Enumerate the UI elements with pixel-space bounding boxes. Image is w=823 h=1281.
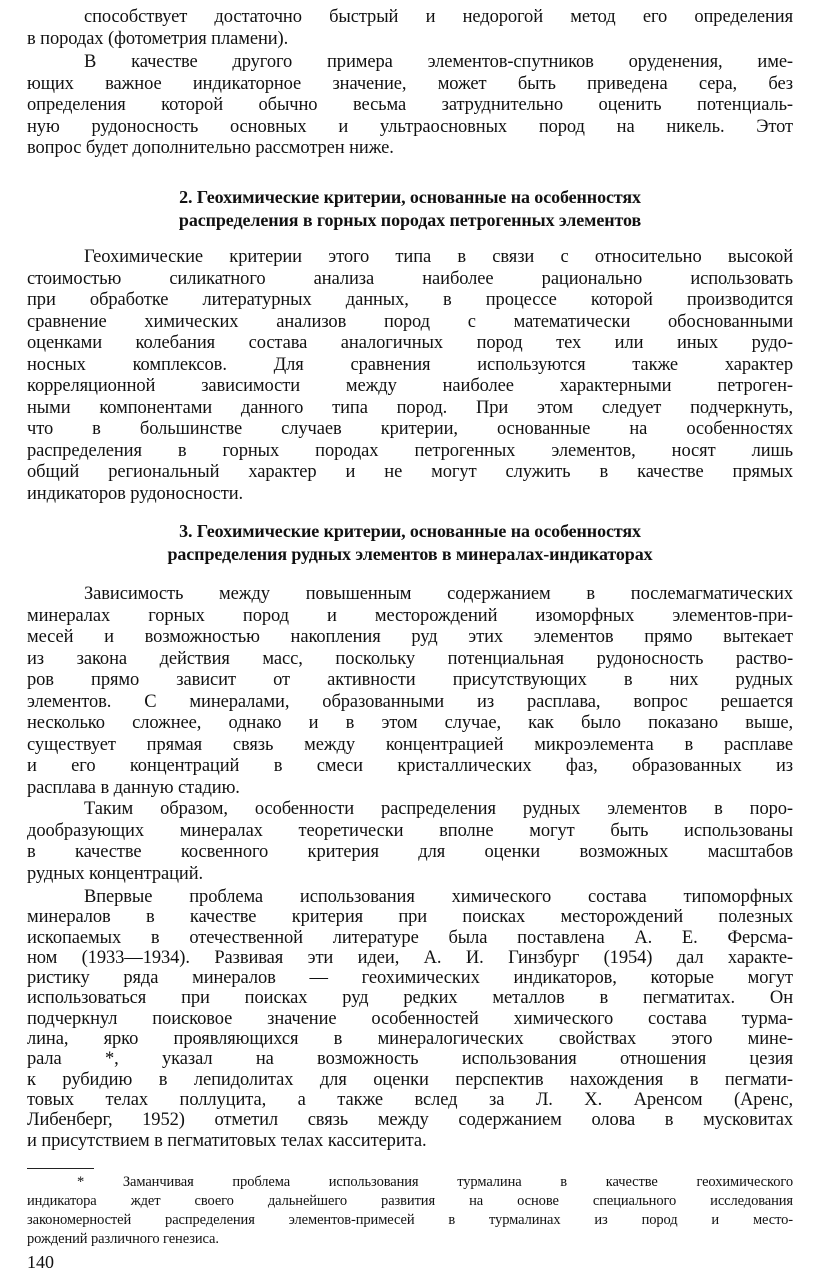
- text-line: распределения в горных породах петрогенных элементов, носят лишь: [27, 440, 793, 461]
- text-line: использоваться при поисках руд редких металлов в пегматитах. Он: [27, 988, 793, 1009]
- text-line: носных комплексов. Для сравнения используются также характер: [27, 354, 793, 375]
- text-line: стоимостью силикатного анализа наиболее рационально использовать: [27, 268, 793, 289]
- text-line: месей и возможностью накопления руд этих элементов прямо вытекает: [27, 627, 793, 647]
- footnote: [27, 1173, 793, 1249]
- text-line: Зависимость между повышенным содержанием в послемагматических: [84, 584, 793, 604]
- text-line: способствует достаточно быстрый и недорогой метод его определения: [84, 7, 793, 27]
- text-line: в породах (фотометрия пламени).: [27, 28, 289, 49]
- text-line: * Заманчивая проблема использования турмалина в качестве геохимического: [77, 1174, 793, 1190]
- text-line: вопрос будет дополнительно рассмотрен ниже.: [27, 138, 394, 158]
- heading-line: 3. Геохимические критерии, основанные на особенностях: [179, 521, 641, 541]
- paragraph: [27, 52, 793, 160]
- text-line: что в большинстве случаев критерии, основанные на особенностях: [27, 419, 793, 439]
- paragraph: [27, 584, 793, 799]
- text-line: Либенберг, 1952) отметил связь между содержанием олова в мусковитах: [27, 1110, 793, 1131]
- text-line: ном (1933—1934). Развивая эти идеи, А. И. Гинзбург (1954) дал характе-: [27, 947, 793, 968]
- text-line: ющих важное индикаторное значение, может быть приведена сера, без: [27, 73, 793, 94]
- heading-line: 2. Геохимические критерии, основанные на особенностях: [179, 187, 641, 207]
- text-line: Геохимические критерии этого типа в связи с относительно высокой: [84, 247, 793, 267]
- text-line: ными компонентами данного типа пород. При этом следует подчеркнуть,: [27, 397, 793, 418]
- heading-line: распределения в горных породах петрогенных элементов: [178, 210, 642, 230]
- text-line: сравнение химических анализов пород с математически обоснованными: [27, 311, 793, 332]
- text-line: и присутствием в пегматитовых телах касситерита.: [27, 1130, 427, 1151]
- text-line: из закона действия масс, поскольку потенциальная рудоносность раство-: [27, 648, 793, 669]
- section-heading-2: [27, 186, 793, 232]
- text-line: индикатора ждет своего дальнейшего развития на основе специального исследования: [27, 1193, 793, 1209]
- text-line: индикаторов рудоносности.: [27, 483, 244, 504]
- text-line: ристику ряда минералов — геохимических индикаторов, которые могут: [27, 968, 793, 989]
- text-line: рождений различного генезиса.: [27, 1231, 219, 1247]
- text-line: существует прямая связь между концентрацией микроэлемента в расплаве: [27, 734, 793, 755]
- text-line: ископаемых в отечественной литературе была поставлена А. Е. Ферсма-: [27, 927, 793, 948]
- text-line: общий региональный характер и не могут служить в качестве прямых: [27, 462, 793, 482]
- text-line: минералах горных пород и месторождений изоморфных элементов-при-: [27, 605, 793, 626]
- text-line: рудных концентраций.: [27, 863, 204, 884]
- text-line: при обработке литературных данных, в процессе которой производится: [27, 290, 793, 310]
- page-number: 140: [27, 1252, 54, 1272]
- text-line: к рубидию в лепидолитах для оценки перспектив нахождения в пегмати-: [27, 1069, 793, 1090]
- paragraph: [27, 799, 793, 885]
- text-line: корреляционной зависимости между наиболее характерными петроген-: [27, 376, 793, 396]
- text-line: подчеркнул поисковое значение особенностей химического состава турма-: [27, 1008, 793, 1029]
- text-line: расплава в данную стадию.: [27, 777, 240, 798]
- text-line: рала *, указал на возможность использования отношения цезия: [27, 1049, 793, 1070]
- text-line: лина, ярко проявляющихся в минералогических свойствах этого мине-: [27, 1029, 793, 1050]
- text-line: несколько сложнее, однако и в этом случае, как было показано выше,: [27, 713, 793, 733]
- text-line: и его концентраций в смеси кристаллических фаз, образованных из: [27, 756, 793, 776]
- text-line: дообразующих минералах теоретически вполне могут быть использованы: [27, 820, 793, 841]
- text-line: минералов в качестве критерия при поисках месторождений полезных: [27, 907, 793, 928]
- text-line: Таким образом, особенности распределения рудных элементов в поро-: [84, 799, 793, 819]
- text-line: определения которой обычно весьма затруднительно оценить потенциаль-: [27, 95, 793, 115]
- text-line: в качестве косвенного критерия для оценки возможных масштабов: [27, 842, 793, 862]
- footnote-divider: [27, 1168, 94, 1169]
- paragraph: [27, 247, 793, 505]
- text-line: элементов. С минералами, образованными из расплава, вопрос решается: [27, 691, 793, 712]
- section-heading-3: [27, 520, 793, 566]
- text-line: закономерностей распределения элементов-примесей в турмалинах из пород и место-: [27, 1212, 793, 1228]
- text-line: В качестве другого примера элементов-спутников оруденения, име-: [84, 52, 793, 72]
- paragraph: [27, 7, 793, 50]
- text-line: Впервые проблема использования химического состава типоморфных: [84, 887, 793, 907]
- text-line: товых телах поллуцита, а также вслед за Л. Х. Аренсом (Аренс,: [27, 1089, 793, 1110]
- heading-line: распределения рудных элементов в минералах-индикаторах: [167, 544, 653, 564]
- paragraph: [27, 887, 793, 1151]
- text-line: ную рудоносность основных и ультраосновных пород на никель. Этот: [27, 116, 793, 137]
- text-line: ров прямо зависит от активности присутствующих в них рудных: [27, 670, 793, 690]
- text-line: оценками колебания состава аналогичных пород тех или иных рудо-: [27, 333, 793, 353]
